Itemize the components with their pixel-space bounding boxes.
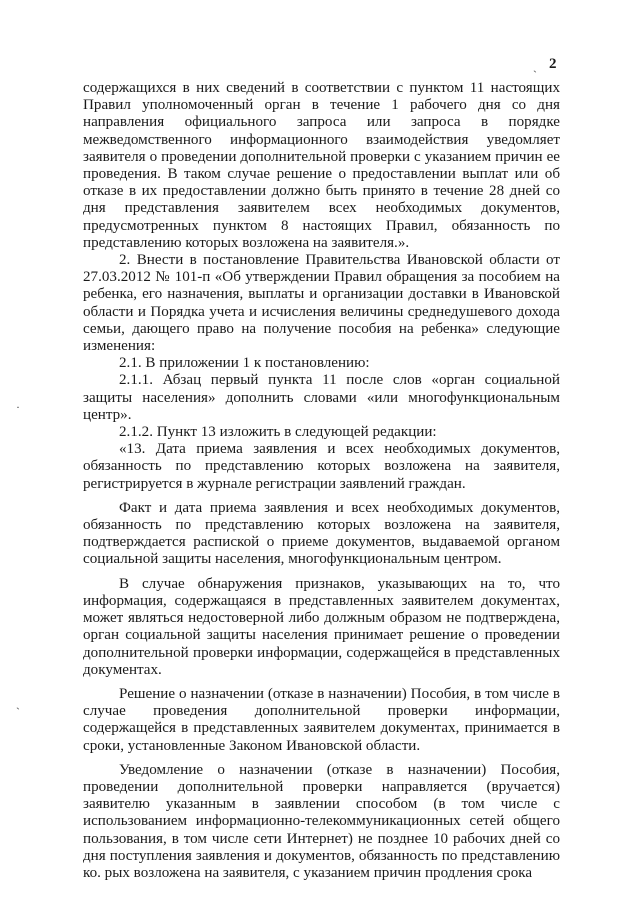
paragraph: «13. Дата приема заявления и всех необходимых документов, обязанность по представлению которых возложена на заявителя, регистрируется в журнале регистрации заявлений граждан. — [83, 441, 560, 492]
paragraph: содержащихся в них сведений в соответствии с пунктом 11 настоящих Правил уполномоченный орган в течение 1 рабочего дня со дня направления официального запроса или запроса в порядке межведомственного информационного взаимодействия уведомляет заявителя о проведении дополнительной проверки с указанием причин ее проведения. В таком случае решение о предоставлении выплат или об отказе в их предоставлении должно быть принято в течение 28 дней со дня представления заявителем всех необходимых документов, предусмотренных пунктом 8 настоящих Правил, обязанность по представлению которых возложена на заявителя.». — [83, 80, 560, 251]
scan-artifact-tick: ˎ — [533, 59, 537, 73]
paragraph: Решение о назначении (отказе в назначении) Пособия, в том числе в случае проведения дополнительной проверки информации, содержащейся в представленных заявителем документах, принимается в сроки, установленные Законом Ивановской области. — [83, 685, 560, 754]
paragraph: Факт и дата приема заявления и всех необходимых документов, обязанность по представлению которых возложена на заявителя, подтверждается распиской о приеме документов, выдаваемой органом социальной защиты населения, многофункциональным центром. — [83, 499, 560, 568]
paragraph: Уведомление о назначении (отказе в назначении) Пособия, проведении дополнительной проверки направляется (вручается) заявителю указанным в заявлении способом (в том числе с использованием информационно-телекоммуникационных сетей общего пользования, в том числе сети Интернет) не позднее 10 рабочих дней со дня поступления заявления и документов, обязанность по представлению ко. рых возложена на заявителя, с указанием причин продления срока — [83, 761, 560, 881]
paragraph: В случае обнаружения признаков, указывающих на то, что информация, содержащаяся в представленных заявителем документах, может являться недостоверной либо должным образом не подтверждена, орган социальной защиты населения принимает решение о проведении дополнительной проверки информации, содержащейся в представленных документах. — [83, 575, 560, 678]
page-number: 2 — [549, 56, 557, 72]
scan-artifact-mark: · — [16, 400, 20, 414]
document-body — [83, 80, 560, 882]
scan-artifact-mark: ˏ — [16, 696, 20, 710]
paragraph: 2.1.2. Пункт 13 изложить в следующей редакции: — [119, 424, 437, 441]
paragraph: 2.1.1. Абзац первый пункта 11 после слов «орган социальной защиты населения» дополнить словами «или многофункциональным центр». — [83, 372, 560, 423]
paragraph: 2. Внести в постановление Правительства Ивановской области от 27.03.2012 № 101-п «Об утверждении Правил обращения за пособием на ребенка, его назначения, выплаты и организации доставки в Ивановской области и Порядка учета и исчисления величины среднедушевого дохода семьи, дающего право на получение пособия на ребенка» следующие изменения: — [83, 252, 560, 355]
paragraph: 2.1. В приложении 1 к постановлению: — [119, 355, 370, 372]
